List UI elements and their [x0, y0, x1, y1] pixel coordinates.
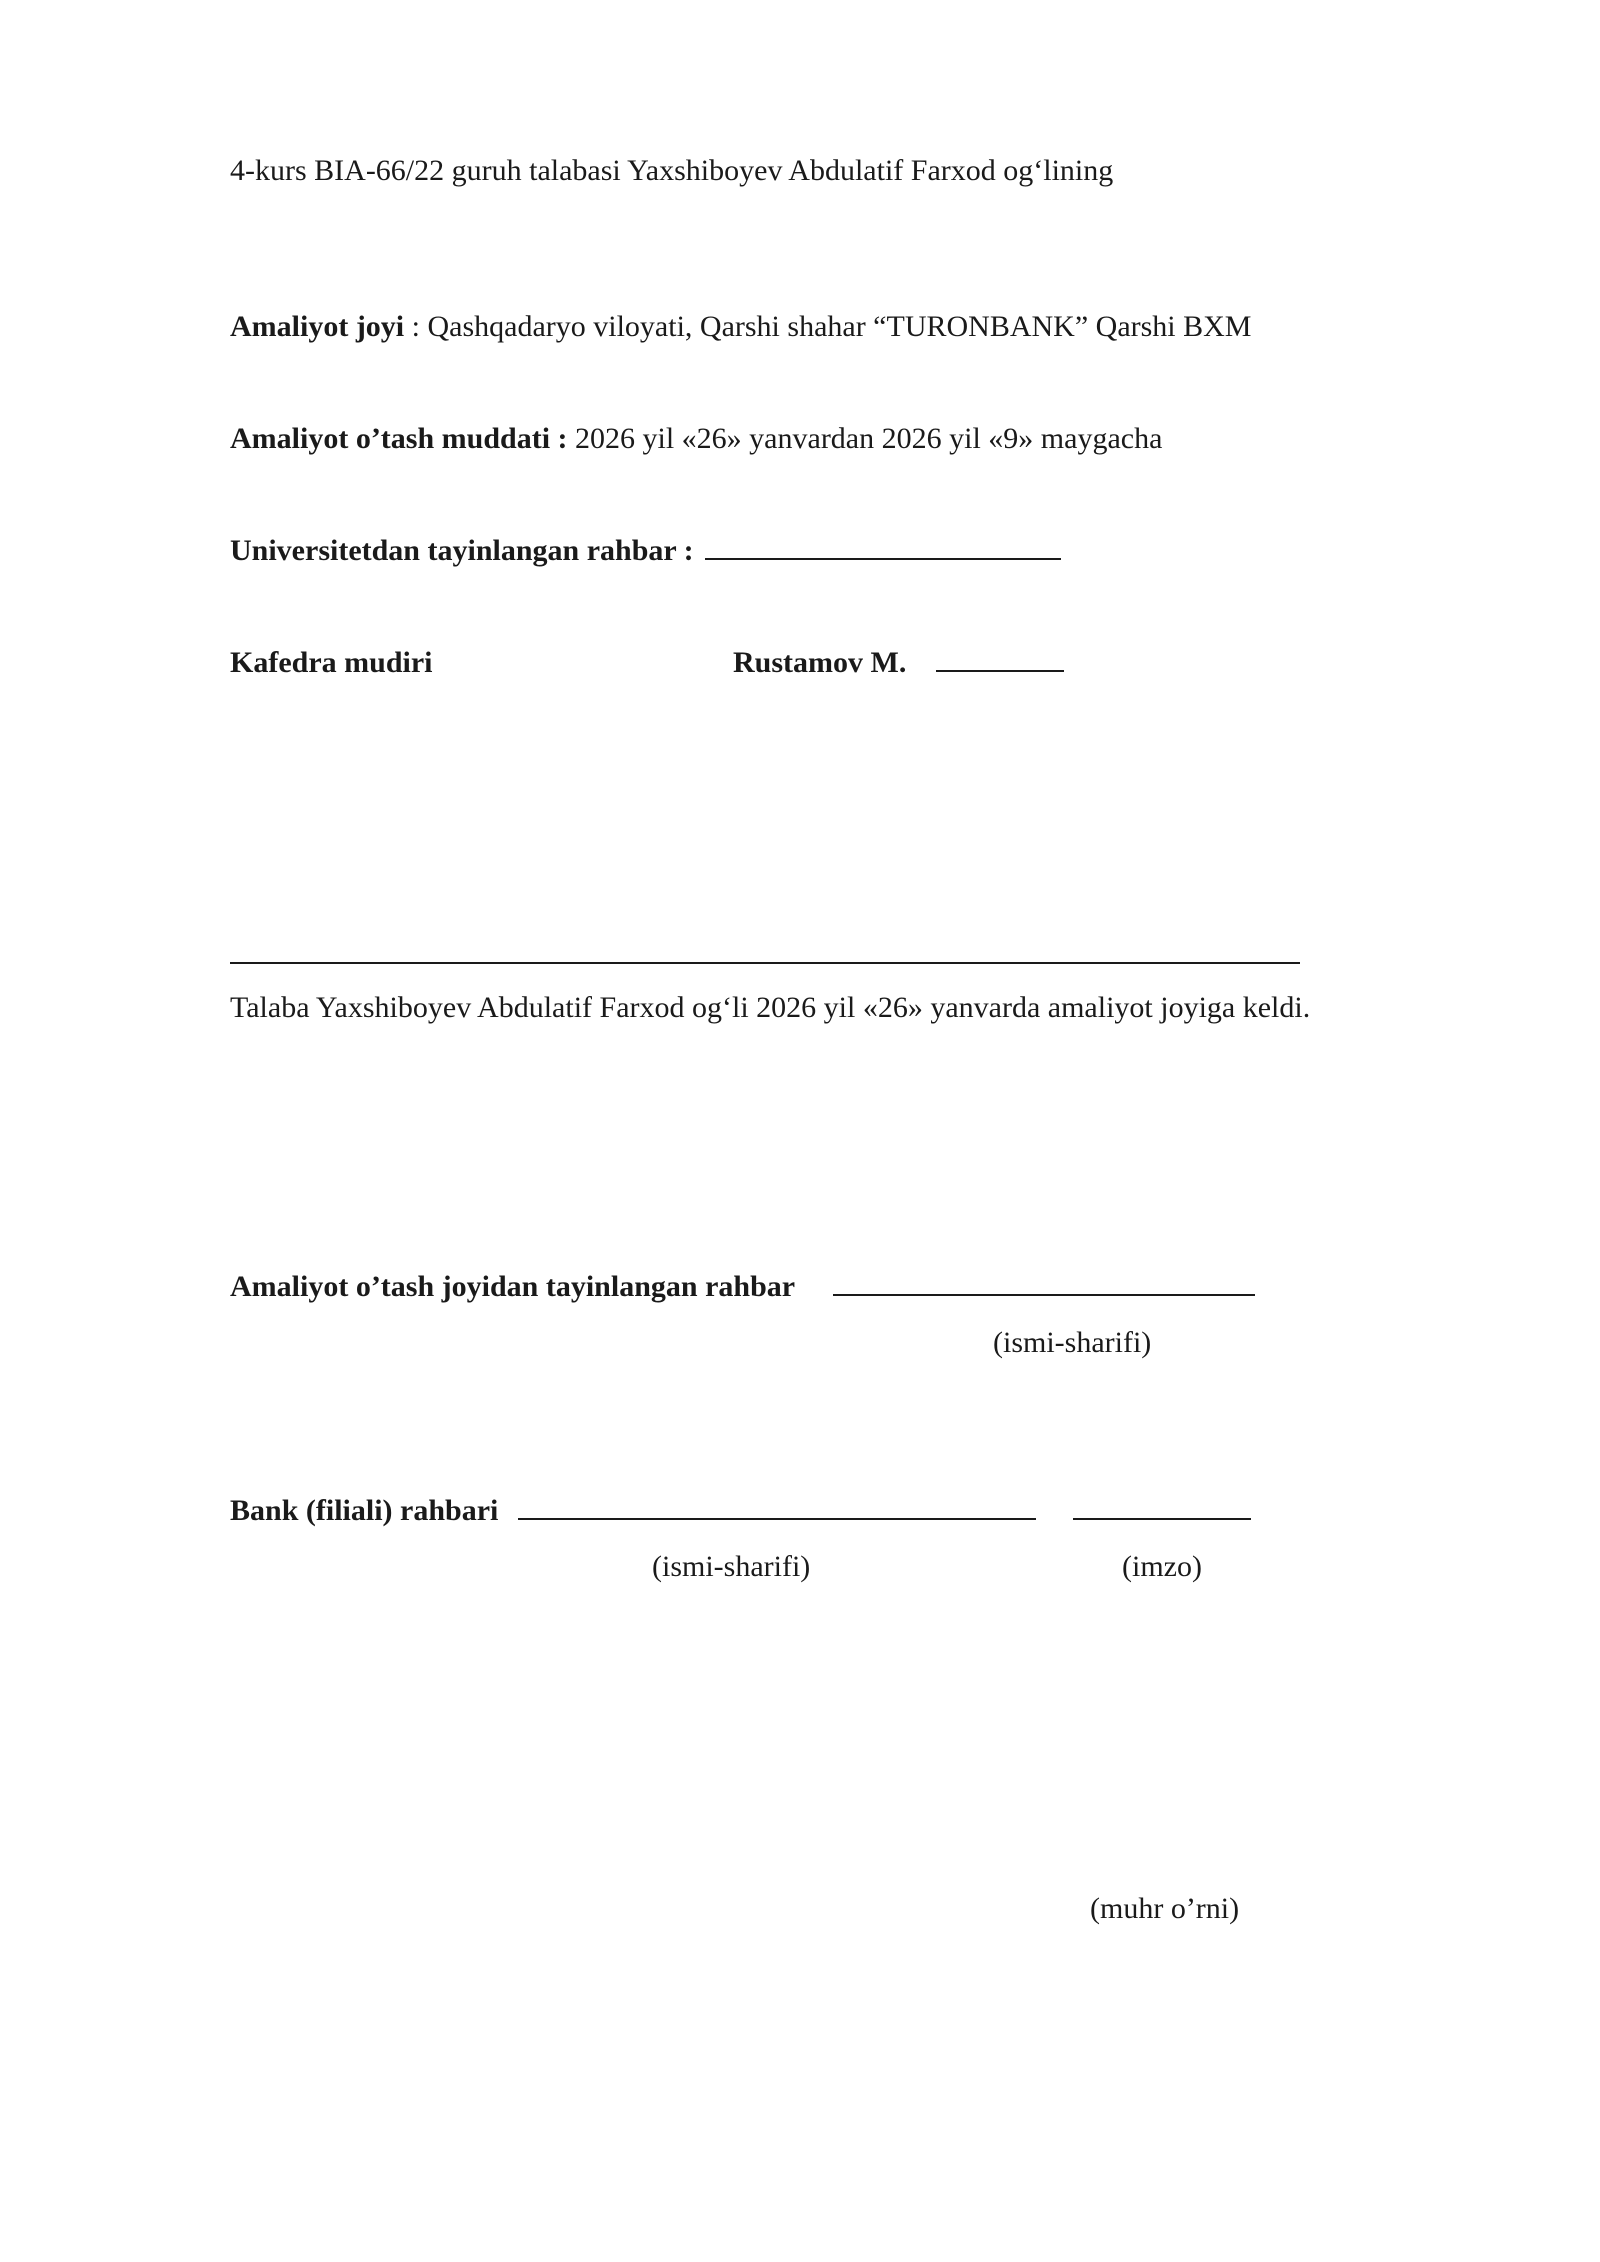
workplace-supervisor-caption: (ismi-sharifi) [993, 1326, 1152, 1359]
practice-place-label: Amaliyot joyi [230, 310, 405, 343]
bank-head-signature-caption: (imzo) [1122, 1550, 1202, 1583]
arrival-note: Talaba Yaxshiboyev Abdulatif Farxod og‘li 2026 yil «26» yanvarda amaliyot joyiga keldi. [230, 991, 1311, 1024]
workplace-supervisor-row [230, 1272, 1255, 1302]
practice-period-label: Amaliyot o’tash muddati : [230, 422, 568, 455]
separator-line [230, 962, 1300, 964]
workplace-supervisor-label: Amaliyot o’tash joyidan tayinlangan rahbar [230, 1270, 796, 1303]
practice-place-row [230, 312, 1251, 342]
department-head-label-wrap [230, 648, 433, 678]
bank-head-signature-blank [1073, 1496, 1251, 1520]
header-line: 4-kurs BIA-66/22 guruh talabasi Yaxshiboyev Abdulatif Farxod og‘lining [230, 154, 1114, 187]
bank-head-name-blank [518, 1496, 1036, 1520]
bank-head-label: Bank (filiali) rahbari [230, 1494, 499, 1527]
department-head-name-wrap [733, 648, 1064, 678]
university-supervisor-label: Universitetdan tayinlangan rahbar : [230, 534, 694, 567]
practice-place-value: : Qashqadaryo viloyati, Qarshi shahar “TURONBANK” Qarshi BXM [404, 310, 1252, 343]
workplace-supervisor-blank [833, 1272, 1255, 1296]
bank-head-name-caption: (ismi-sharifi) [652, 1550, 811, 1583]
university-supervisor-row [230, 536, 1061, 566]
department-head-label: Kafedra mudiri [230, 646, 433, 679]
department-head-signature-blank [936, 648, 1064, 672]
practice-period-row [230, 424, 1162, 454]
bank-head-row [230, 1496, 1251, 1526]
stamp-caption: (muhr o’rni) [1090, 1892, 1240, 1925]
university-supervisor-blank [705, 536, 1061, 560]
practice-period-value: 2026 yil «26» yanvardan 2026 yil «9» maygacha [567, 422, 1163, 455]
department-head-name: Rustamov M. [733, 646, 907, 679]
